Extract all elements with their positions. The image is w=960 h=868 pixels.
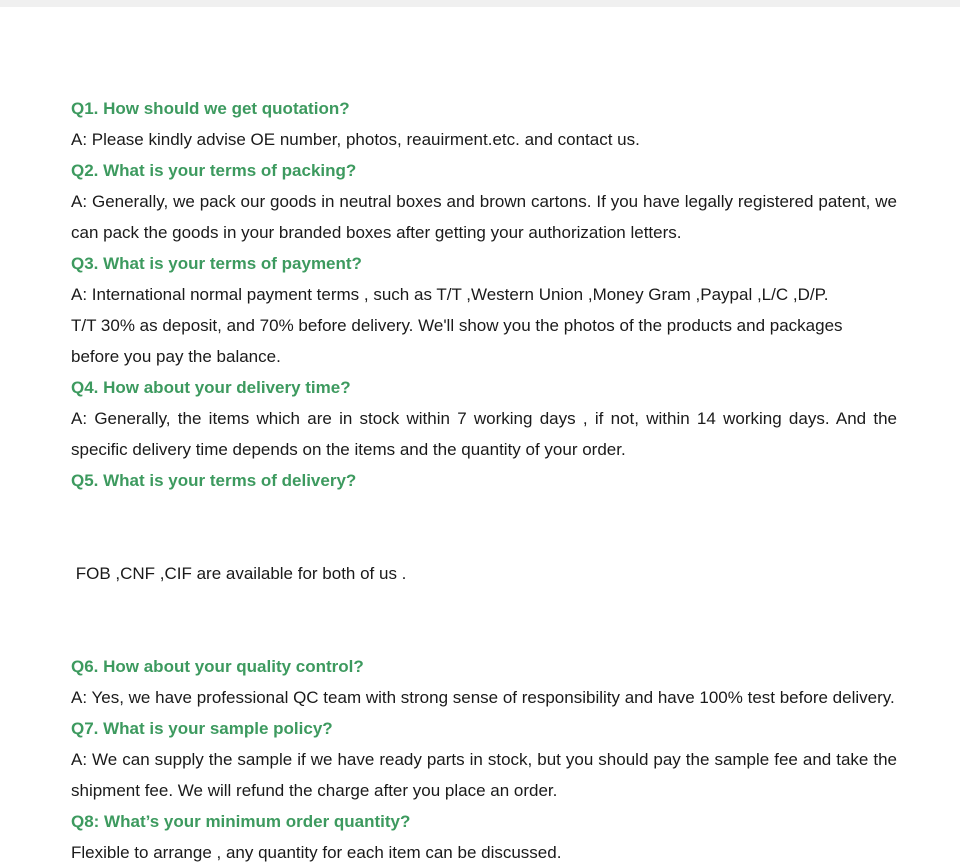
- faq-question: Q5. What is your terms of delivery?: [71, 471, 357, 490]
- faq-answer: [71, 124, 897, 155]
- top-divider-strip: [0, 0, 960, 7]
- faq-question: Q2. What is your terms of packing?: [71, 161, 357, 180]
- faq-question: Q7. What is your sample policy?: [71, 719, 333, 738]
- faq-answer-line: A: International normal payment terms , such as T/T ,Western Union ,Money Gram ,Paypal ,L/C ,D/P.: [71, 285, 829, 304]
- faq-answer: A: Yes, we have professional QC team with strong sense of responsibility and have 100% test before delivery.: [71, 688, 895, 707]
- faq-question: Q6. How about your quality control?: [71, 657, 364, 676]
- faq-answer: A: Generally, we pack our goods in neutral boxes and brown cartons. If you have legally registered patent, we can pack the goods in your branded boxes after getting your authorization letters.: [71, 192, 897, 242]
- faq-question: Q8: What’s your minimum order quantity?: [71, 812, 411, 831]
- faq-answer: [71, 496, 897, 651]
- faq-question: Q1. How should we get quotation?: [71, 99, 350, 118]
- faq-answer: [71, 837, 897, 868]
- faq-answer-line: Flexible to arrange , any quantity for each item can be discussed.: [71, 843, 562, 862]
- faq-answer-line: T/T 30% as deposit, and 70% before delivery. We'll show you the photos of the products and packages: [71, 316, 843, 335]
- faq-answer-line: before you pay the balance.: [71, 347, 281, 366]
- faq-answer-line: A: Please kindly advise OE number, photos, reauirment.etc. and contact us.: [71, 130, 640, 149]
- faq-question: Q4. How about your delivery time?: [71, 378, 351, 397]
- faq-answer: A: We can supply the sample if we have ready parts in stock, but you should pay the sample fee and take the shipment fee. We will refund the charge after you place an order.: [71, 750, 897, 800]
- faq-question: Q3. What is your terms of payment?: [71, 254, 362, 273]
- faq-answer: A: Generally, the items which are in stock within 7 working days , if not, within 14 working days. And the specific delivery time depends on the items and the quantity of your order.: [71, 409, 897, 459]
- faq-answer-line: FOB ,CNF ,CIF are available for both of us .: [71, 564, 407, 583]
- faq-section: [71, 93, 897, 868]
- faq-answer: [71, 279, 897, 372]
